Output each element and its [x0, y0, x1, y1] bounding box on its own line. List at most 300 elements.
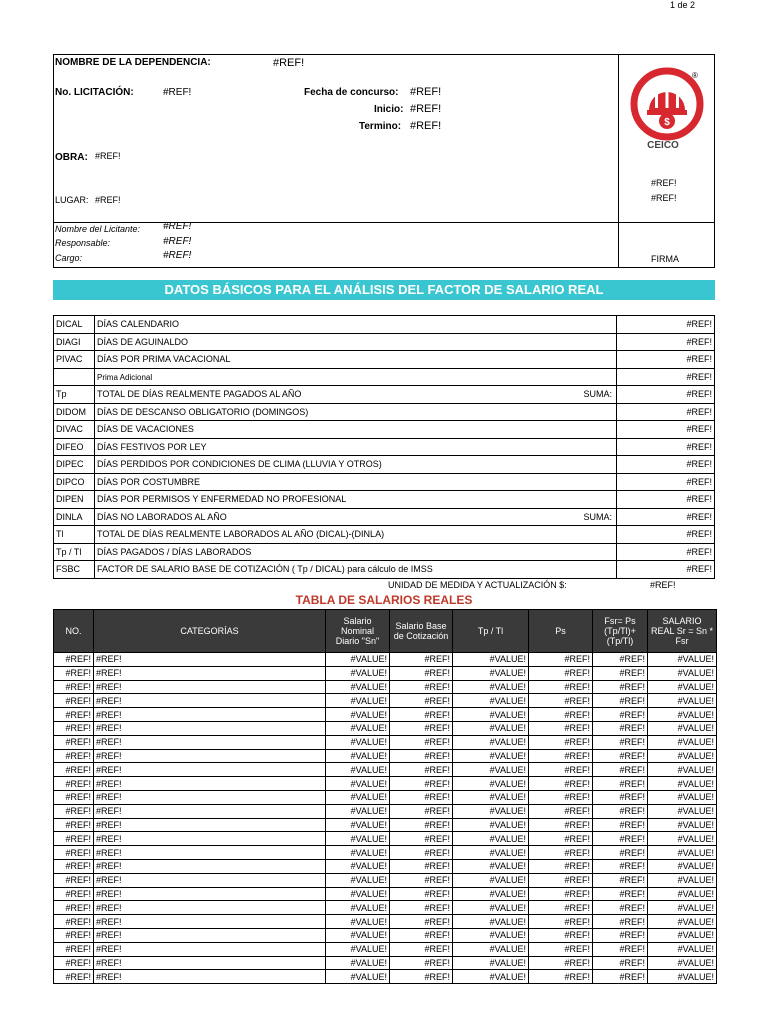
table-cell: #REF! [593, 859, 648, 873]
row-description [95, 526, 617, 544]
row-description-text: TOTAL DE DÍAS REALMENTE PAGADOS AL AÑO [97, 389, 302, 400]
table-cell: #REF! [390, 915, 453, 929]
row-code: DIVAC [54, 421, 95, 439]
row-description [95, 473, 617, 491]
table-row [54, 666, 717, 680]
table-cell: #REF! [390, 859, 453, 873]
table-cell: #REF! [94, 680, 326, 694]
table-cell: #VALUE! [326, 818, 390, 832]
table-cell: #VALUE! [648, 942, 717, 956]
responsable-label: Responsable: [55, 238, 111, 248]
row-code: DIAGI [54, 333, 95, 351]
table-cell: #REF! [529, 873, 593, 887]
table-row [54, 804, 717, 818]
table-cell: #REF! [529, 777, 593, 791]
table-cell: #REF! [94, 859, 326, 873]
table-row [54, 832, 717, 846]
table-row [54, 846, 717, 860]
table-row [54, 721, 717, 735]
table-row [54, 956, 717, 970]
row-description [95, 368, 617, 386]
row-value: #REF! [617, 333, 715, 351]
table-row [54, 735, 717, 749]
table-row [54, 887, 717, 901]
table-cell: #REF! [54, 832, 94, 846]
table-cell: #VALUE! [453, 832, 529, 846]
table-cell: #VALUE! [648, 680, 717, 694]
table-cell: #VALUE! [326, 804, 390, 818]
table-cell: #REF! [593, 873, 648, 887]
table-cell: #REF! [529, 804, 593, 818]
table-cell: #REF! [593, 666, 648, 680]
basic-data-row [54, 561, 715, 579]
row-description [95, 386, 617, 404]
cargo-value: #REF! [163, 250, 192, 261]
table-cell: #VALUE! [453, 859, 529, 873]
table-cell: #REF! [94, 832, 326, 846]
row-description-text: DÍAS POR COSTUMBRE [97, 476, 201, 487]
row-code: DIFEO [54, 438, 95, 456]
column-header: Ps [529, 610, 593, 653]
table-cell: #VALUE! [648, 818, 717, 832]
obra-label: OBRA: [55, 152, 88, 163]
row-code: Tl [54, 526, 95, 544]
table-cell: #REF! [94, 873, 326, 887]
basic-data-row [54, 543, 715, 561]
table-cell: #REF! [390, 777, 453, 791]
row-description [95, 561, 617, 579]
row-value: #REF! [617, 351, 715, 369]
table-cell: #VALUE! [453, 928, 529, 942]
table-cell: #VALUE! [453, 749, 529, 763]
table-cell: #VALUE! [326, 721, 390, 735]
row-description [95, 438, 617, 456]
table-cell: #REF! [593, 653, 648, 667]
table-cell: #REF! [54, 887, 94, 901]
table-cell: #VALUE! [453, 873, 529, 887]
basic-data-row [54, 526, 715, 544]
row-description [95, 456, 617, 474]
table-cell: #REF! [390, 804, 453, 818]
table-cell: #REF! [593, 804, 648, 818]
table-cell: #REF! [593, 790, 648, 804]
column-header: CATEGORÍAS [94, 610, 326, 653]
table-cell: #VALUE! [453, 901, 529, 915]
table-cell: #REF! [94, 804, 326, 818]
ceico-logo [630, 66, 704, 156]
table-cell: #VALUE! [453, 956, 529, 970]
row-description-text: DÍAS DE VACACIONES [97, 424, 194, 435]
suma-label: SUMA: [583, 389, 612, 400]
dependencia-value: #REF! [273, 57, 305, 69]
table-cell: #VALUE! [326, 763, 390, 777]
table-cell: #VALUE! [648, 777, 717, 791]
table-cell: #VALUE! [326, 873, 390, 887]
table-cell: #REF! [390, 790, 453, 804]
page-number: 1 de 2 [670, 0, 696, 10]
divider [618, 222, 715, 223]
table-cell: #REF! [529, 763, 593, 777]
table-cell: #REF! [529, 735, 593, 749]
row-value: #REF! [617, 491, 715, 509]
table-cell: #REF! [390, 970, 453, 984]
table-cell: #REF! [94, 666, 326, 680]
table-cell: #REF! [390, 721, 453, 735]
logo-emblem-icon [630, 66, 704, 146]
basic-data-row [54, 403, 715, 421]
row-description-text: DÍAS PAGADOS / DÍAS LABORADOS [97, 546, 252, 557]
row-description [95, 508, 617, 526]
logo-text: CEICO [647, 140, 679, 151]
table-cell: #VALUE! [648, 790, 717, 804]
lugar-value: #REF! [95, 195, 121, 205]
table-cell: #VALUE! [453, 708, 529, 722]
table-cell: #VALUE! [326, 942, 390, 956]
row-code: DIDOM [54, 403, 95, 421]
divider [53, 222, 618, 223]
column-header: NO. [54, 610, 94, 653]
table-cell: #REF! [390, 735, 453, 749]
table-cell: #REF! [593, 777, 648, 791]
divider [53, 54, 54, 268]
table-row [54, 915, 717, 929]
row-description-text: Prima Adicional [97, 372, 153, 382]
table-cell: #VALUE! [326, 915, 390, 929]
table-row [54, 873, 717, 887]
licitacion-value: #REF! [163, 87, 192, 98]
table-cell: #VALUE! [453, 915, 529, 929]
row-description [95, 491, 617, 509]
table-cell: #REF! [593, 942, 648, 956]
row-code: DIPEN [54, 491, 95, 509]
table-cell: #VALUE! [326, 694, 390, 708]
right-ref-2: #REF! [651, 193, 677, 203]
row-description-text: DÍAS POR PRIMA VACACIONAL [97, 354, 231, 365]
table-cell: #REF! [593, 915, 648, 929]
responsable-value: #REF! [163, 236, 192, 247]
table-cell: #REF! [94, 790, 326, 804]
table-cell: #VALUE! [453, 887, 529, 901]
table-cell: #REF! [529, 694, 593, 708]
table-cell: #REF! [94, 749, 326, 763]
table-cell: #REF! [94, 777, 326, 791]
row-code: Tp [54, 386, 95, 404]
table-cell: #REF! [593, 887, 648, 901]
table-cell: #VALUE! [648, 832, 717, 846]
table-cell: #REF! [94, 956, 326, 970]
basic-data-row [54, 386, 715, 404]
table-cell: #REF! [593, 708, 648, 722]
unidad-value: #REF! [650, 580, 676, 590]
fecha-concurso-label: Fecha de concurso: [304, 87, 399, 98]
basic-data-row [54, 456, 715, 474]
table-cell: #REF! [94, 653, 326, 667]
row-code: Tp / Tl [54, 543, 95, 561]
table-cell: #VALUE! [326, 749, 390, 763]
table-cell: #VALUE! [648, 763, 717, 777]
table-cell: #VALUE! [453, 818, 529, 832]
row-description-text: DÍAS POR PERMISOS Y ENFERMEDAD NO PROFESIONAL [97, 494, 347, 505]
table-cell: #VALUE! [326, 708, 390, 722]
table-cell: #REF! [94, 928, 326, 942]
table-row [54, 708, 717, 722]
table-cell: #VALUE! [453, 666, 529, 680]
table-cell: #REF! [529, 832, 593, 846]
table-cell: #VALUE! [648, 887, 717, 901]
table-cell: #VALUE! [326, 790, 390, 804]
table-cell: #VALUE! [326, 956, 390, 970]
table-cell: #REF! [54, 763, 94, 777]
table-cell: #VALUE! [326, 859, 390, 873]
table-cell: #REF! [54, 653, 94, 667]
table-row [54, 653, 717, 667]
table-cell: #VALUE! [326, 970, 390, 984]
unidad-label: UNIDAD DE MEDIDA Y ACTUALIZACIÓN $: [388, 580, 567, 590]
table-cell: #VALUE! [326, 653, 390, 667]
table-cell: #VALUE! [326, 901, 390, 915]
table-cell: #VALUE! [648, 846, 717, 860]
table-cell: #VALUE! [648, 804, 717, 818]
table-cell: #REF! [54, 956, 94, 970]
basic-data-row [54, 473, 715, 491]
table-cell: #VALUE! [648, 666, 717, 680]
table-cell: #VALUE! [453, 804, 529, 818]
row-value: #REF! [617, 543, 715, 561]
table-cell: #REF! [54, 942, 94, 956]
table-cell: #REF! [94, 818, 326, 832]
table-cell: #REF! [529, 970, 593, 984]
table-cell: #VALUE! [326, 887, 390, 901]
table-cell: #VALUE! [648, 956, 717, 970]
table-cell: #REF! [390, 763, 453, 777]
row-value: #REF! [617, 473, 715, 491]
row-code: PIVAC [54, 351, 95, 369]
table-cell: #REF! [529, 653, 593, 667]
table-cell: #REF! [529, 859, 593, 873]
table-cell: #VALUE! [326, 846, 390, 860]
table-row [54, 928, 717, 942]
basic-data-row [54, 508, 715, 526]
table-cell: #REF! [593, 846, 648, 860]
table-cell: #VALUE! [326, 832, 390, 846]
table-cell: #VALUE! [648, 653, 717, 667]
table-cell: #REF! [390, 942, 453, 956]
row-code [54, 368, 95, 386]
row-description-text: FACTOR DE SALARIO BASE DE COTIZACIÓN ( Tp / DICAL) para cálculo de IMSS [97, 564, 433, 575]
table-cell: #REF! [529, 721, 593, 735]
row-description [95, 421, 617, 439]
table-cell: #REF! [390, 873, 453, 887]
basic-data-row [54, 438, 715, 456]
table-cell: #VALUE! [648, 859, 717, 873]
table-cell: #REF! [94, 721, 326, 735]
column-header: Fsr= Ps (Tp/Tl)+(Tp/Tl) [593, 610, 648, 653]
table-cell: #REF! [529, 928, 593, 942]
row-code: FSBC [54, 561, 95, 579]
table-cell: #REF! [529, 680, 593, 694]
table-cell: #VALUE! [453, 777, 529, 791]
table-cell: #REF! [54, 666, 94, 680]
row-value: #REF! [617, 508, 715, 526]
table-cell: #REF! [54, 694, 94, 708]
licitante-label: Nombre del Licitante: [55, 224, 141, 234]
row-value: #REF! [617, 526, 715, 544]
table-cell: #REF! [390, 749, 453, 763]
table-cell: #REF! [54, 901, 94, 915]
basic-data-row [54, 368, 715, 386]
table-cell: #REF! [54, 915, 94, 929]
table-cell: #REF! [54, 735, 94, 749]
table-row [54, 859, 717, 873]
table-row [54, 942, 717, 956]
row-description [95, 351, 617, 369]
table-cell: #REF! [593, 901, 648, 915]
table-cell: #REF! [54, 680, 94, 694]
table-cell: #VALUE! [648, 915, 717, 929]
row-description-text: DÍAS CALENDARIO [97, 319, 180, 330]
row-description-text: TOTAL DE DÍAS REALMENTE LABORADOS AL AÑO (DICAL)-(DINLA) [97, 529, 385, 540]
right-ref-1: #REF! [651, 178, 677, 188]
table-cell: #REF! [54, 790, 94, 804]
table-cell: #REF! [94, 887, 326, 901]
termino-value: #REF! [410, 120, 442, 132]
row-code: DIPCO [54, 473, 95, 491]
table-cell: #VALUE! [648, 694, 717, 708]
table-cell: #REF! [54, 928, 94, 942]
table-cell: #REF! [390, 708, 453, 722]
row-value: #REF! [617, 438, 715, 456]
svg-text:$: $ [664, 117, 670, 128]
table-row [54, 790, 717, 804]
table-cell: #REF! [94, 915, 326, 929]
licitacion-label: No. LICITACIÓN: [55, 87, 134, 98]
basic-data-row [54, 316, 715, 334]
table-cell: #REF! [94, 942, 326, 956]
table-cell: #VALUE! [326, 680, 390, 694]
column-header: Salario Base de Cotización [390, 610, 453, 653]
table-cell: #REF! [593, 970, 648, 984]
table-cell: #REF! [390, 818, 453, 832]
table-cell: #REF! [529, 790, 593, 804]
table-cell: #VALUE! [648, 901, 717, 915]
table-cell: #VALUE! [648, 970, 717, 984]
table-row [54, 680, 717, 694]
table-cell: #REF! [593, 680, 648, 694]
table-cell: #REF! [593, 956, 648, 970]
termino-label: Termino: [359, 121, 402, 132]
table-cell: #REF! [390, 666, 453, 680]
table-cell: #VALUE! [648, 708, 717, 722]
row-description-text: DÍAS PERDIDOS POR CONDICIONES DE CLIMA (LLUVIA Y OTROS) [97, 459, 382, 470]
dependencia-label: NOMBRE DE LA DEPENDENCIA: [55, 57, 211, 68]
inicio-label: Inicio: [374, 104, 404, 115]
row-description [95, 316, 617, 334]
row-description-text: DÍAS NO LABORADOS AL AÑO [97, 511, 227, 522]
table-cell: #REF! [593, 694, 648, 708]
table-cell: #VALUE! [453, 653, 529, 667]
inicio-value: #REF! [410, 103, 442, 115]
svg-text:®: ® [692, 71, 698, 80]
table-cell: #VALUE! [648, 735, 717, 749]
table-cell: #VALUE! [453, 790, 529, 804]
table-cell: #REF! [390, 901, 453, 915]
table-cell: #REF! [54, 970, 94, 984]
row-code: DICAL [54, 316, 95, 334]
table-cell: #VALUE! [453, 763, 529, 777]
column-header: Salario Nominal Diario "Sn" [326, 610, 390, 653]
table-cell: #REF! [593, 818, 648, 832]
row-description-text: DÍAS DE AGUINALDO [97, 336, 189, 347]
salary-table [53, 609, 717, 984]
table-row [54, 763, 717, 777]
table-cell: #REF! [593, 749, 648, 763]
table-cell: #VALUE! [326, 777, 390, 791]
fecha-concurso-value: #REF! [410, 86, 442, 98]
table-cell: #VALUE! [326, 735, 390, 749]
table-cell: #REF! [593, 928, 648, 942]
row-description [95, 333, 617, 351]
basic-data-row [54, 421, 715, 439]
row-value: #REF! [617, 316, 715, 334]
table-cell: #REF! [54, 846, 94, 860]
table-cell: #REF! [529, 708, 593, 722]
table-cell: #VALUE! [648, 873, 717, 887]
table-cell: #REF! [529, 901, 593, 915]
suma-label: SUMA: [583, 511, 612, 522]
table-cell: #REF! [390, 680, 453, 694]
cargo-label: Cargo: [55, 253, 83, 263]
row-description-text: DÍAS DE DESCANSO OBLIGATORIO (DOMINGOS) [97, 406, 309, 417]
table-cell: #REF! [54, 804, 94, 818]
table-cell: #REF! [390, 653, 453, 667]
table-cell: #REF! [94, 735, 326, 749]
table-cell: #REF! [529, 915, 593, 929]
table-cell: #REF! [390, 832, 453, 846]
table-cell: #VALUE! [648, 749, 717, 763]
table-cell: #VALUE! [648, 928, 717, 942]
table-cell: #REF! [390, 846, 453, 860]
table-row [54, 901, 717, 915]
table-cell: #REF! [94, 708, 326, 722]
table-cell: #REF! [529, 942, 593, 956]
column-header: Tp / Tl [453, 610, 529, 653]
basic-data-row [54, 333, 715, 351]
row-value: #REF! [617, 421, 715, 439]
table-cell: #REF! [593, 763, 648, 777]
row-code: DINLA [54, 508, 95, 526]
table-cell: #VALUE! [453, 680, 529, 694]
row-description [95, 543, 617, 561]
table-cell: #REF! [390, 694, 453, 708]
table-cell: #VALUE! [453, 721, 529, 735]
row-value: #REF! [617, 368, 715, 386]
table-cell: #VALUE! [453, 970, 529, 984]
salary-table-title: TABLA DE SALARIOS REALES [295, 593, 473, 607]
table-cell: #REF! [529, 956, 593, 970]
table-cell: #REF! [390, 956, 453, 970]
table-cell: #REF! [54, 859, 94, 873]
obra-value: #REF! [95, 151, 121, 161]
table-cell: #REF! [94, 763, 326, 777]
table-cell: #REF! [94, 970, 326, 984]
row-value: #REF! [617, 561, 715, 579]
table-cell: #REF! [529, 887, 593, 901]
table-row [54, 777, 717, 791]
table-cell: #REF! [54, 749, 94, 763]
table-cell: #REF! [593, 832, 648, 846]
row-description [95, 403, 617, 421]
table-cell: #REF! [529, 846, 593, 860]
